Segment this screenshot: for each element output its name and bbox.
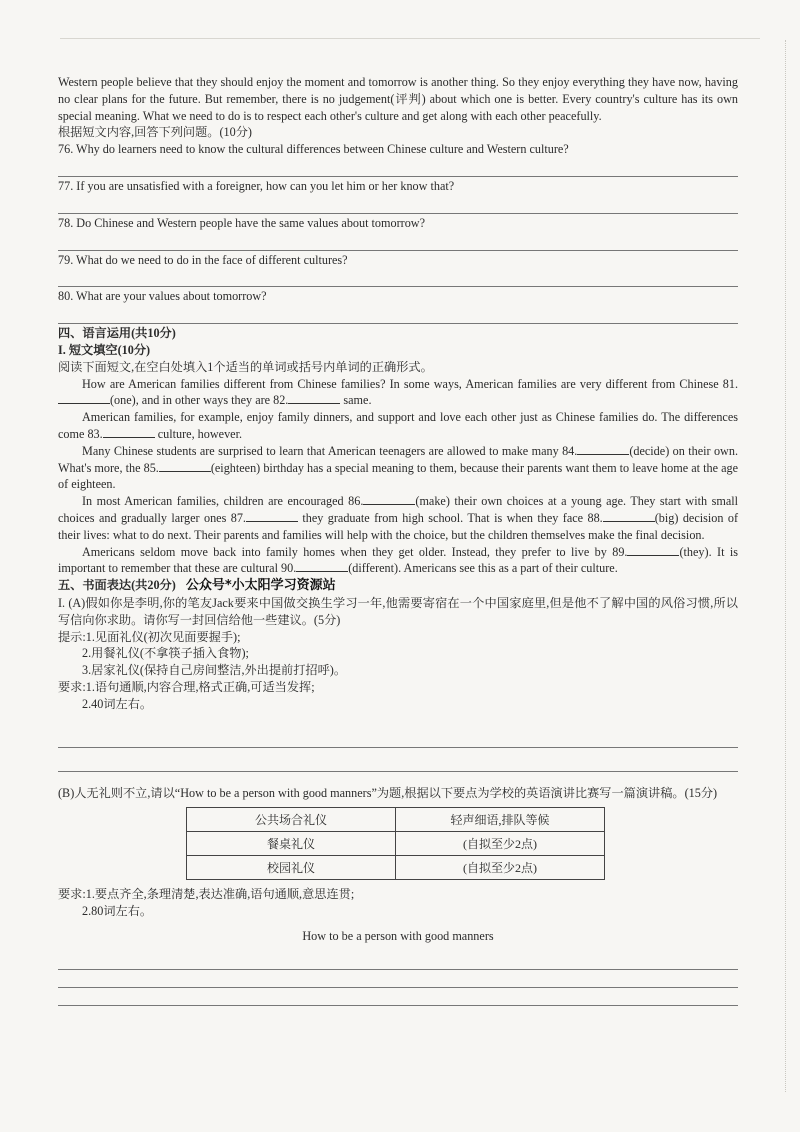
table-cell: (自拟至少2点) xyxy=(396,856,605,880)
section-4-title: 四、语言运用(共10分) xyxy=(58,326,176,341)
blank-88[interactable] xyxy=(603,511,655,522)
cloze-paragraph-4: In most American families, children are encouraged 86. (make) their own choices at a young age. They start with small choices and gradually larger ones 87. they graduate from high school. That is when they face 88. (big) decision of their lives: what to do next. Their parents and families will help with the choice, but the children themselves make the final decision. xyxy=(58,494,739,542)
question-80: 80. What are your values about tomorrow? xyxy=(58,289,267,304)
writing-a-line-1[interactable] xyxy=(58,727,738,748)
blank-86[interactable] xyxy=(363,494,415,505)
blank-81[interactable] xyxy=(58,393,110,404)
question-78: 78. Do Chinese and Western people have the same values about tomorrow? xyxy=(58,215,426,230)
essay-line-3[interactable] xyxy=(58,989,738,1006)
table-row xyxy=(187,832,605,856)
section-4-instruction: 阅读下面短文,在空白处填入1个适当的单词或括号内单词的正确形式。 xyxy=(58,359,433,374)
table-cell: 餐桌礼仪 xyxy=(187,832,396,856)
page-top-border xyxy=(60,38,760,39)
question-77: 77. If you are unsatisfied with a foreigner, how can you let him or her know that? xyxy=(58,178,455,193)
answer-line-80[interactable] xyxy=(58,305,738,324)
cloze-paragraph-2: American families, for example, enjoy family dinners, and support and love each other just as Chinese families do. The differences come 83. culture, however. xyxy=(58,410,738,441)
hint-2: 2.用餐礼仪(不拿筷子插入食物); xyxy=(82,646,249,661)
question-79: 79. What do we need to do in the face of different cultures? xyxy=(58,252,348,267)
blank-82[interactable] xyxy=(288,393,340,404)
essay-line-1[interactable] xyxy=(58,953,738,970)
manners-table xyxy=(186,807,605,880)
blank-83[interactable] xyxy=(103,427,155,438)
section-4-part: I. 短文填空(10分) xyxy=(58,342,151,357)
table-cell: 校园礼仪 xyxy=(187,856,396,880)
answer-line-79[interactable] xyxy=(58,268,738,287)
hint-3: 3.居家礼仪(保持自己房间整洁,外出提前打招呼)。 xyxy=(82,663,347,678)
watermark-text: 公众号*小太阳学习资源站 xyxy=(185,578,336,594)
answer-line-77[interactable] xyxy=(58,195,738,214)
writing-a-line-2[interactable] xyxy=(58,749,738,772)
hint-1: 提示:1.见面礼仪(初次见面要握手); xyxy=(58,629,241,644)
passage-tail: Western people believe that they should enjoy the moment and tomorrow is another thing. So they enjoy everything they have now, having no clear plans for the future. But remember, there is no judgement(评判) about which one is better. Every country's culture has its own special meaning. What we need to do is to respect each other's culture and get along with each other peacefully. xyxy=(58,75,738,123)
requirement-b-1: 要求:1.要点齐全,条理清楚,表达准确,语句通顺,意思连贯; xyxy=(58,887,355,902)
answer-line-76[interactable] xyxy=(58,158,738,177)
qa-instruction: 根据短文内容,回答下列问题。(10分) xyxy=(58,125,252,140)
requirement-a-2: 2.40词左右。 xyxy=(82,696,153,711)
requirement-a-1: 要求:1.语句通顺,内容合理,格式正确,可适当发挥; xyxy=(58,679,315,694)
answer-line-78[interactable] xyxy=(58,232,738,251)
blank-89[interactable] xyxy=(627,545,679,556)
page-right-border xyxy=(785,40,786,1092)
section-5-header xyxy=(58,577,738,595)
essay-line-2[interactable] xyxy=(58,971,738,988)
cloze-paragraph-3: Many Chinese students are surprised to learn that American teenagers are allowed to make many 84. (decide) on their own. What's more, the 85. (eighteen) birthday has a special meaning to them, because their parents want them to leave home at the age of eighteen. xyxy=(58,443,738,492)
table-cell: (自拟至少2点) xyxy=(396,832,605,856)
writing-task-a: I. (A)假如你是李明,你的笔友Jack要来中国做交换生学习一年,他需要寄宿在一个中国家庭里,但是他不了解中国的风俗习惯,所以写信向你求助。请你写一封回信给他一些建议。(5分) xyxy=(58,595,738,627)
blank-90[interactable] xyxy=(296,561,348,572)
essay-title: How to be a person with good manners xyxy=(302,928,494,943)
section-5-title: 五、书面表达(共20分) xyxy=(58,578,176,593)
writing-task-b: (B)人无礼则不立,请以“How to be a person with good manners”为题,根据以下要点为学校的英语演讲比赛写一篇演讲稿。(15分) xyxy=(58,785,718,800)
cloze-paragraph-5: Americans seldom move back into family homes when they get older. Instead, they prefer to live by 89. (they). It is important to remember that these are cultural 90. (different). Americans see this as a part of their culture. xyxy=(58,544,738,576)
blank-87[interactable] xyxy=(246,511,298,522)
table-cell: 公共场合礼仪 xyxy=(187,808,396,832)
blank-85[interactable] xyxy=(159,461,211,472)
question-76: 76. Why do learners need to know the cultural differences between Chinese culture and Western culture? xyxy=(58,142,569,157)
table-row xyxy=(187,808,605,832)
blank-84[interactable] xyxy=(577,444,629,455)
table-row xyxy=(187,856,605,880)
table-cell: 轻声细语,排队等候 xyxy=(396,808,605,832)
requirement-b-2: 2.80词左右。 xyxy=(82,904,153,919)
exam-page xyxy=(58,74,738,1007)
cloze-paragraph-1: How are American families different from Chinese families? In some ways, American families are very different from Chinese 81.(one), and in other ways they are 82. same. xyxy=(58,376,738,410)
